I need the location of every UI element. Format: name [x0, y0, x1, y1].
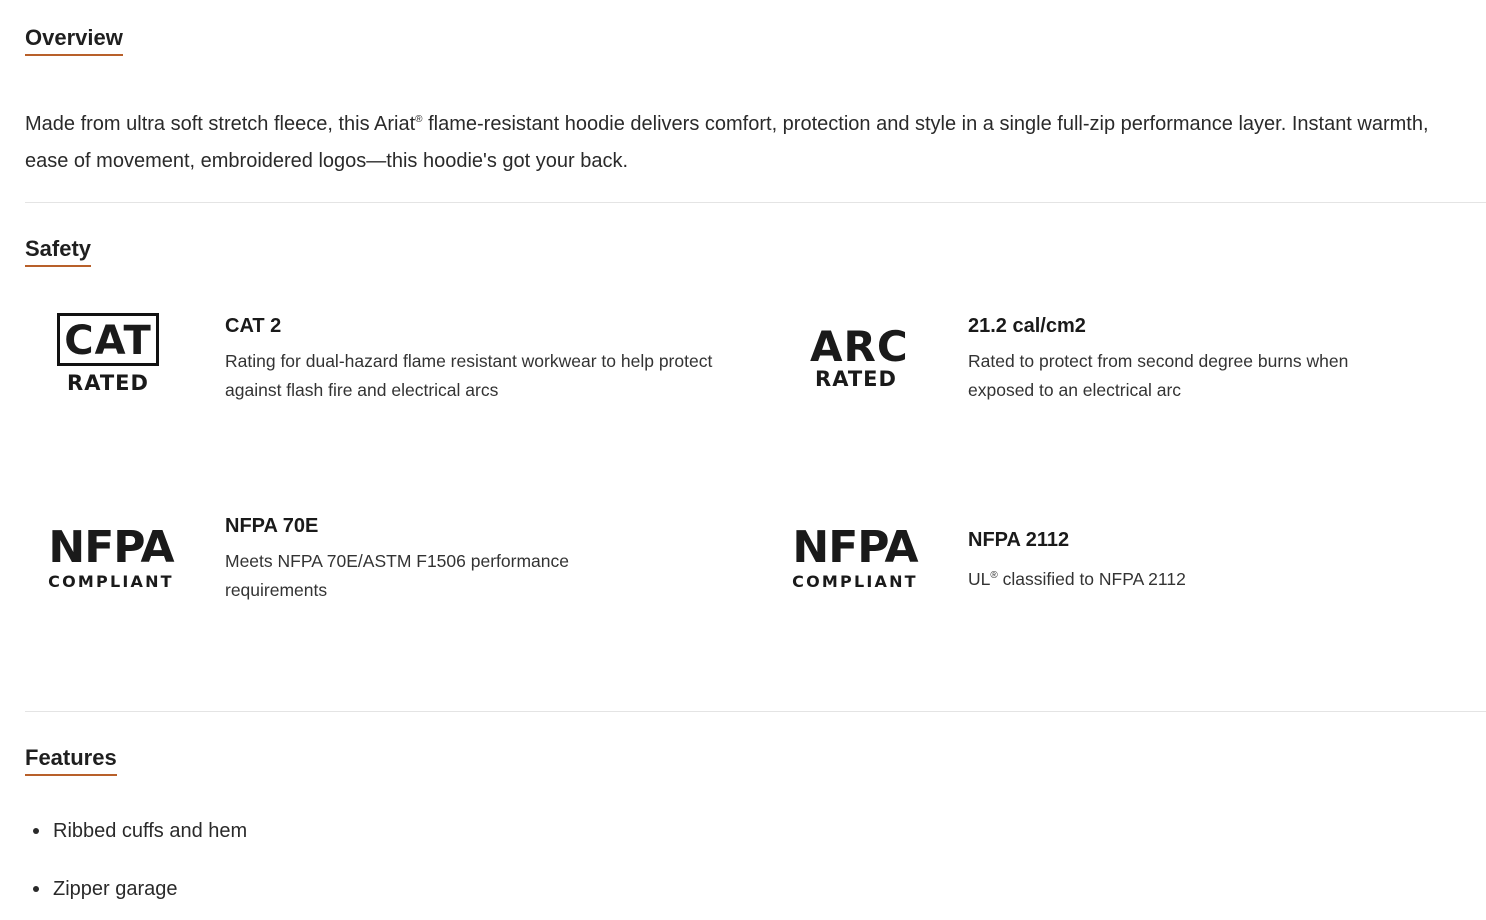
list-item: Zipper garage — [25, 874, 1486, 904]
registered-mark: ® — [990, 570, 998, 581]
safety-section — [25, 203, 1486, 267]
list-item: Ribbed cuffs and hem — [25, 816, 1486, 846]
overview-title: Overview — [25, 25, 123, 56]
features-list — [25, 816, 1486, 904]
nfpa-compliant-badge-icon: NFPA COMPLIANT — [792, 522, 918, 591]
safety-item-title: 21.2 cal/cm2 — [968, 315, 1086, 337]
features-title: Features — [25, 745, 117, 776]
arc-rated-badge-icon: ARC RATED — [810, 322, 909, 391]
safety-item-description: Rating for dual-hazard flame resistant workwear to help protect against flash fire and electrical arcs — [225, 351, 713, 400]
safety-item-title: CAT 2 — [225, 315, 282, 337]
safety-item-description: Meets NFPA 70E/ASTM F1506 performance requirements — [225, 551, 569, 600]
safety-item-description: UL® classified to NFPA 2112 — [968, 569, 1186, 589]
safety-grid — [25, 267, 1486, 711]
bullet-icon — [33, 886, 39, 892]
features-section — [25, 712, 1486, 904]
nfpa-compliant-badge-icon: NFPA COMPLIANT — [48, 522, 174, 591]
cat-rated-badge-icon: CAT RATED — [57, 313, 159, 395]
safety-item-description: Rated to protect from second degree burns when exposed to an electrical arc — [968, 351, 1349, 400]
registered-mark: ® — [415, 114, 423, 125]
bullet-icon — [33, 828, 39, 834]
safety-title: Safety — [25, 236, 91, 267]
overview-text: Made from ultra soft stretch fleece, this Ariat® flame-resistant hoodie delivers comfort, protection and style in a single full-zip performance layer. Instant warmth, ease of movement, embroidered logos—this hoodie's got your back. — [25, 113, 1429, 172]
safety-item-title: NFPA 2112 — [968, 529, 1070, 551]
overview-section — [25, 0, 1486, 180]
safety-item-title: NFPA 70E — [225, 515, 319, 537]
